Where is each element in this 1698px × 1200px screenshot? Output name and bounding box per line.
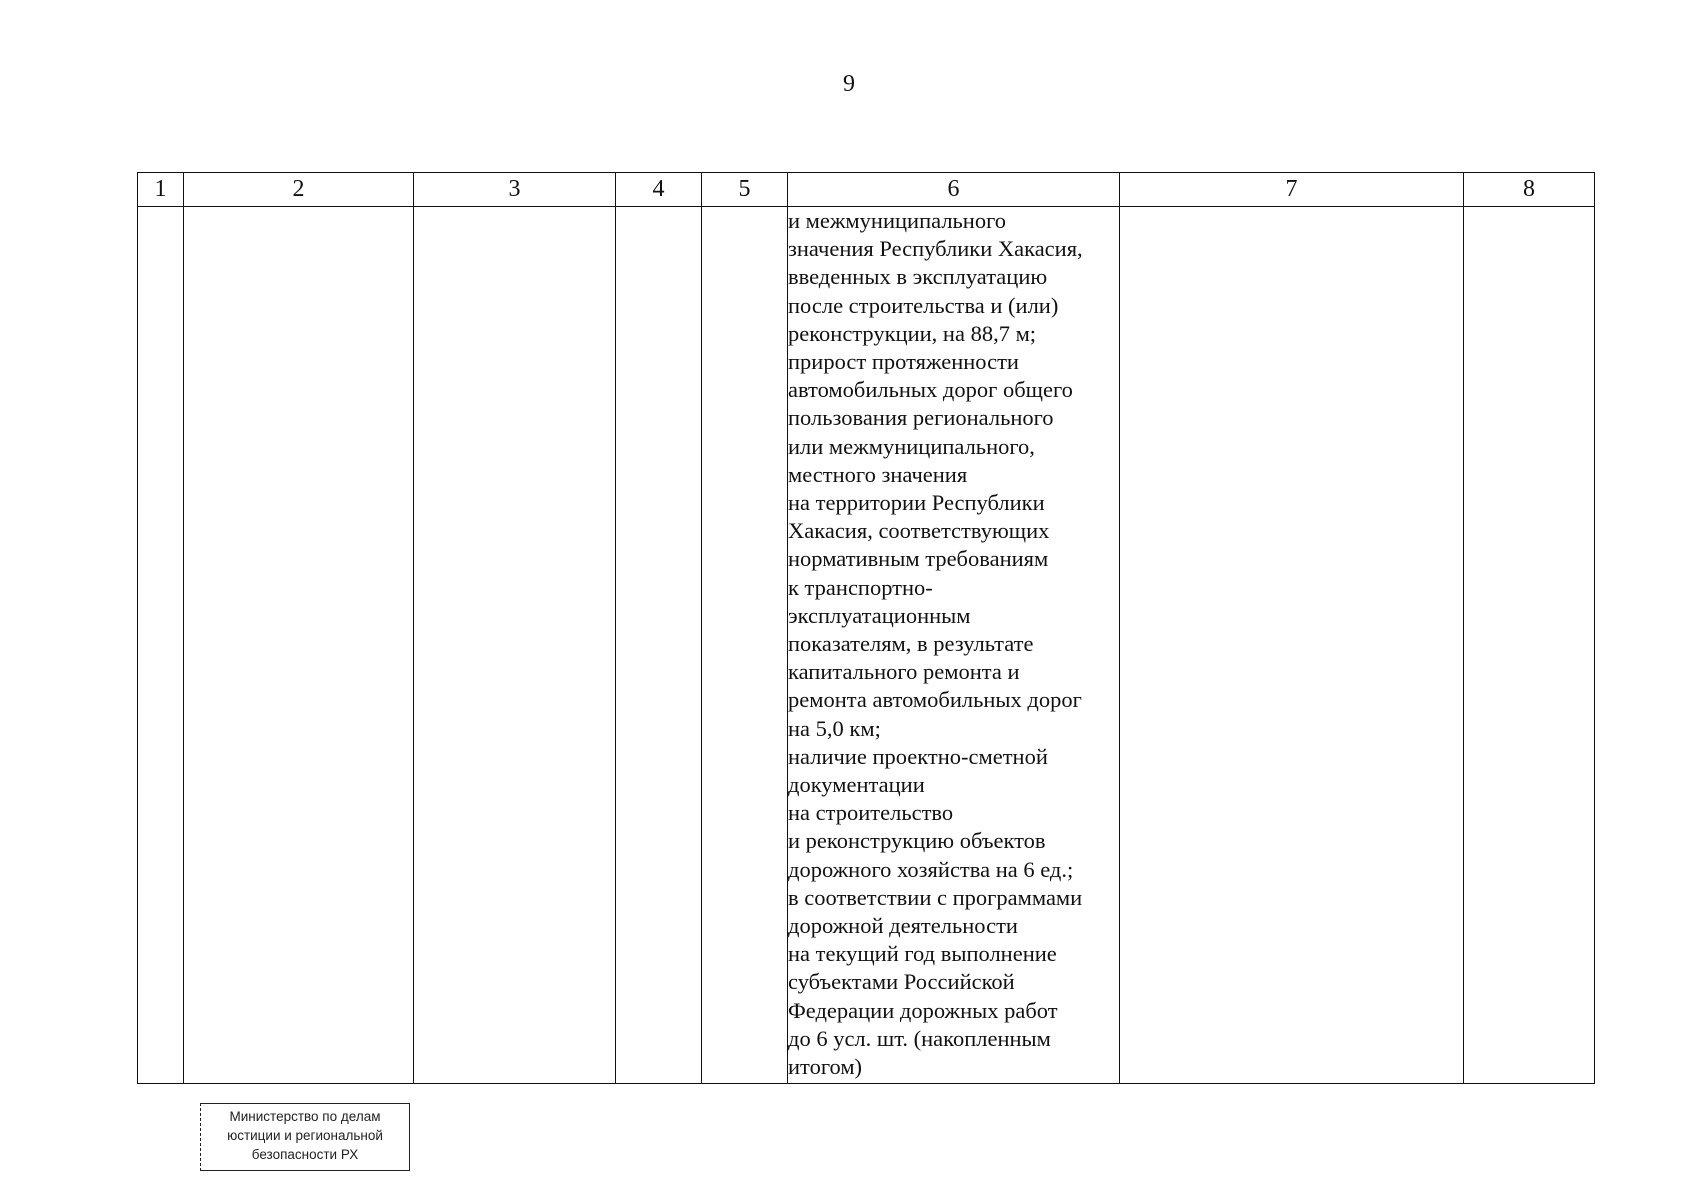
cell-text-line: Хакасия, соответствующих (788, 518, 1050, 544)
cell-text-line: ремонта автомобильных дорог (788, 687, 1082, 713)
cell-col-1 (138, 207, 184, 1084)
cell-text-line: итогом) (788, 1054, 863, 1080)
document-table (137, 172, 1595, 1084)
stamp-line: юстиции и региональной (227, 1128, 383, 1143)
stamp-line: безопасности РХ (251, 1147, 359, 1162)
cell-text-line: показателям, в результате (788, 631, 1034, 657)
cell-col-8 (1464, 207, 1595, 1084)
column-header-3: 3 (414, 173, 616, 207)
cell-text-line: до 6 усл. шт. (накопленным (788, 1025, 1051, 1051)
cell-text-line: субъектами Российской (788, 969, 1015, 995)
cell-text-line: на территории Республики (788, 490, 1045, 516)
cell-text-line: автомобильных дорог общего (788, 377, 1073, 403)
header-row (138, 173, 1595, 207)
cell-text-line: и межмуниципального (788, 208, 1007, 233)
page-number: 9 (843, 71, 855, 97)
cell-text-line: эксплуатационным (788, 602, 971, 628)
column-header-1: 1 (138, 173, 184, 207)
cell-text-line: капитального ремонта и (788, 659, 1020, 685)
cell-text-line: документации (788, 772, 925, 798)
cell-text-line: Федерации дорожных работ (788, 997, 1058, 1023)
cell-text-line: пользования регионального (788, 405, 1054, 431)
column-header-5: 5 (702, 173, 788, 207)
cell-text-line: прирост протяженности (788, 349, 1019, 375)
cell-col-3 (414, 207, 616, 1084)
column-header-8: 8 (1464, 173, 1595, 207)
cell-text-line: в соответствии с программами (788, 884, 1083, 910)
cell-text-line: введенных в эксплуатацию (788, 264, 1048, 290)
cell-text-line: местного значения (788, 461, 968, 487)
cell-col-2 (184, 207, 414, 1084)
table-row (138, 207, 1595, 1084)
cell-text-line: на текущий год выполнение (788, 941, 1057, 967)
cell-text-line: дорожной деятельности (788, 913, 1018, 939)
cell-col-5 (702, 207, 788, 1084)
cell-text-line: на 5,0 км; (788, 715, 881, 741)
column-header-7: 7 (1120, 173, 1464, 207)
cell-text-line: нормативным требованиям (788, 546, 1049, 572)
ministry-stamp (200, 1103, 410, 1171)
cell-col-6 (788, 207, 1120, 1084)
cell-text-line: или межмуниципального, (788, 433, 1035, 459)
cell-text-line: и реконструкцию объектов (788, 828, 1046, 854)
cell-text-line: после строительства и (или) (788, 292, 1059, 318)
cell-text-line: к транспортно- (788, 574, 933, 600)
cell-col-4 (616, 207, 702, 1084)
cell-text-line: наличие проектно-сметной (788, 743, 1048, 769)
cell-text-line: на строительство (788, 800, 954, 826)
cell-col-7 (1120, 207, 1464, 1084)
column-header-4: 4 (616, 173, 702, 207)
column-header-6: 6 (788, 173, 1120, 207)
cell-text-line: реконструкции, на 88,7 м; (788, 320, 1037, 346)
column-header-2: 2 (184, 173, 414, 207)
cell-text-line: дорожного хозяйства на 6 ед.; (788, 856, 1074, 882)
cell-text-line: значения Республики Хакасия, (788, 236, 1083, 262)
stamp-line: Министерство по делам (229, 1109, 381, 1124)
